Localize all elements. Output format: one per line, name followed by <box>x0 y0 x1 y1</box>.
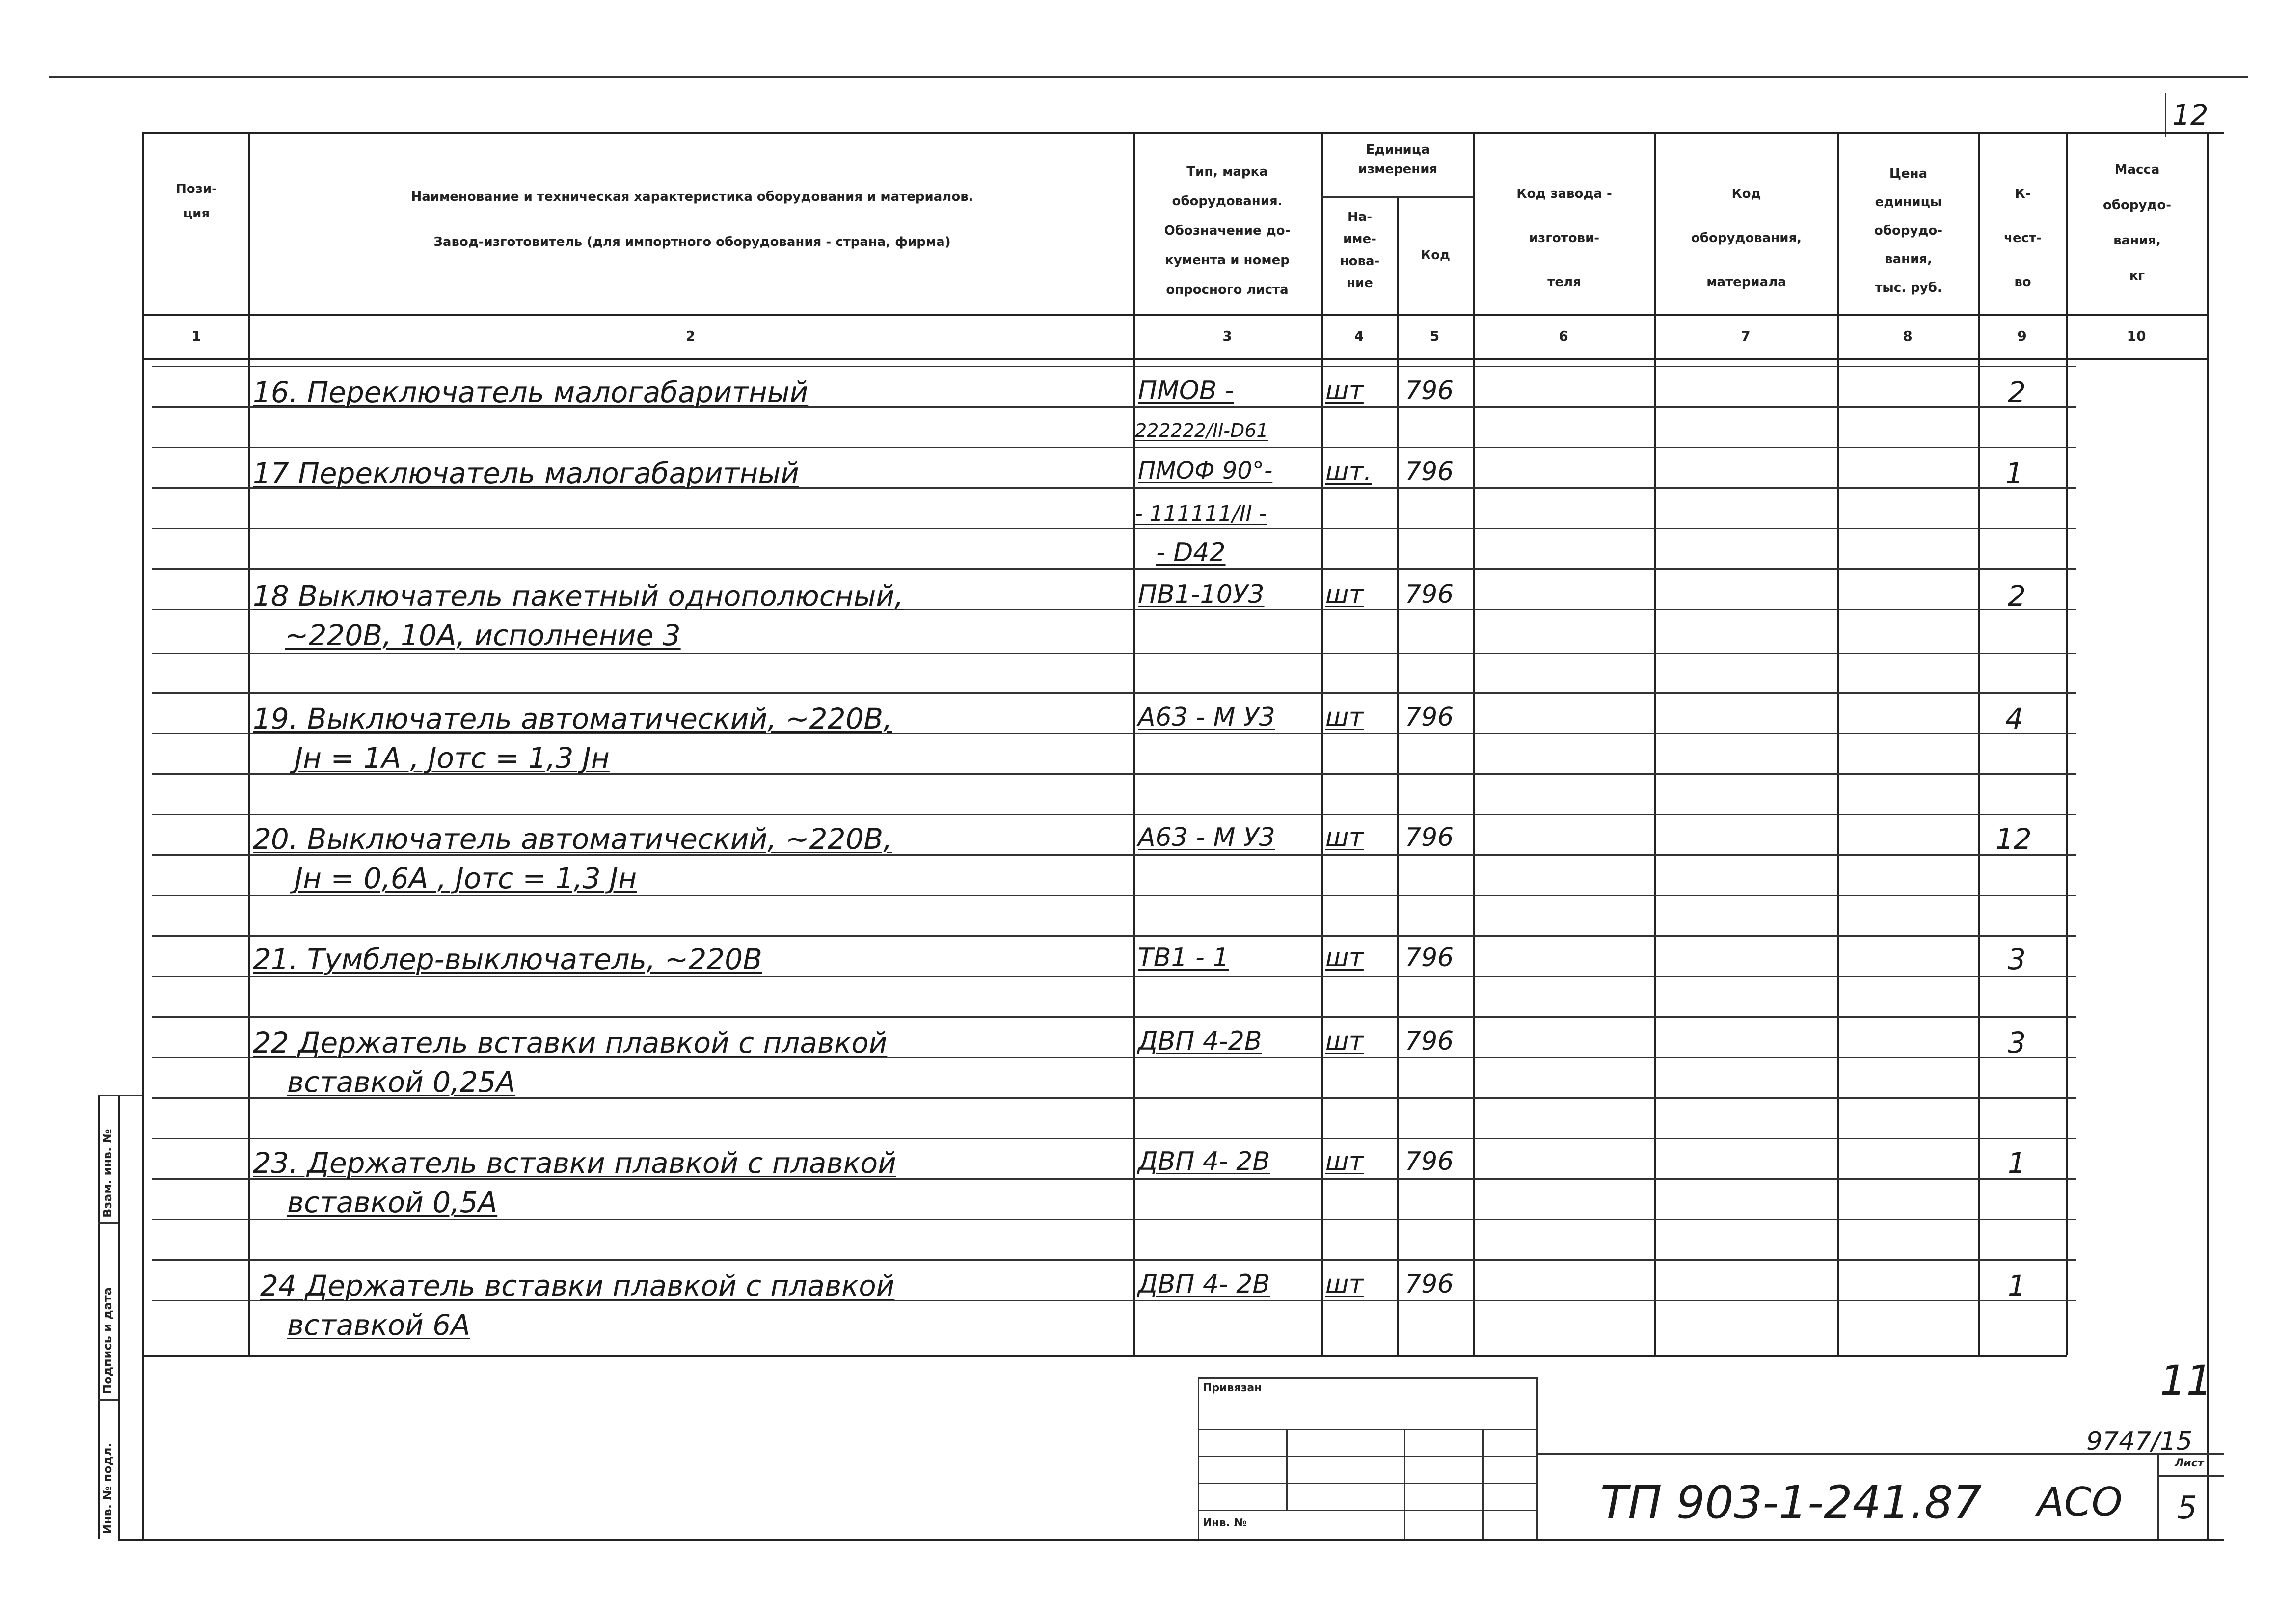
binding-box-col2 <box>1404 1429 1405 1539</box>
colnum-bottom <box>142 358 2209 360</box>
row-line <box>152 692 2076 694</box>
col-line-7 <box>1654 132 1656 1355</box>
item-23-code: 796 <box>1405 1147 1454 1176</box>
privyazan-label: Привязан <box>1203 1382 1262 1394</box>
header-bottom <box>142 314 2209 316</box>
binding-box-line3 <box>1198 1483 1536 1484</box>
header-price: Цена единицы оборудо- вания, тыс. руб. <box>1874 166 1943 295</box>
item-24-unit: шт <box>1325 1270 1364 1299</box>
item-20-name-line2: Jн = 0,6А , Jотс = 1,3 Jн <box>295 862 637 895</box>
row-line <box>152 447 2076 448</box>
column-number: 4 <box>1354 328 1364 344</box>
item-20-qty: 12 <box>1995 822 2032 856</box>
left-stamp-mid <box>118 1095 120 1539</box>
item-17-unit: шт. <box>1325 457 1372 487</box>
row-line <box>152 935 2076 937</box>
row-line <box>152 568 2076 570</box>
item-24-name-line1: 24 Держатель вставки плавкой с плавкой <box>260 1269 895 1302</box>
order-number: 9747/15 <box>2086 1427 2193 1456</box>
header-unit-name: На- име- нова- ние <box>1340 210 1380 291</box>
stamp-divider <box>1536 1453 2157 1455</box>
header-factory-code: Код завода - изготови- теля <box>1516 187 1612 290</box>
left-stamp-div1 <box>98 1222 118 1224</box>
row-line <box>152 1016 2076 1018</box>
binding-box-left <box>1198 1377 1199 1539</box>
inv-no-orig-label: Инв. № подл. <box>101 1443 114 1534</box>
header-position: Пози- ция <box>176 182 217 221</box>
column-number: 8 <box>1903 328 1913 344</box>
item-22-code: 796 <box>1405 1027 1454 1056</box>
item-16-code: 796 <box>1405 376 1454 406</box>
header-equipment-code: Код оборудования, материала <box>1691 187 1802 290</box>
column-number: 2 <box>685 328 696 344</box>
item-21-name: 21. Тумблер-выключатель, ~220В <box>253 943 762 976</box>
binding-box-col1 <box>1286 1429 1288 1510</box>
col-line-8 <box>1837 132 1839 1355</box>
item-17-type-line2: - 111111/II - <box>1135 501 1267 526</box>
page-number: 11 <box>2160 1356 2212 1405</box>
item-21-type: ТВ1 - 1 <box>1138 943 1229 973</box>
binding-box-line1 <box>1198 1429 1536 1430</box>
col-line-10 <box>2066 132 2068 1355</box>
item-19-name-line2: Jн = 1А , Jотс = 1,3 Jн <box>295 741 610 775</box>
item-21-code: 796 <box>1405 943 1454 973</box>
item-17-name: 17 Переключатель малогабаритный <box>253 457 799 490</box>
frame-left <box>142 132 144 1539</box>
header-quantity: К- чест- во <box>2004 187 2042 290</box>
col-line-3 <box>1133 132 1135 1355</box>
item-22-qty: 3 <box>2008 1026 2026 1059</box>
inv-no-label: Инв. № <box>1203 1517 1247 1529</box>
item-18-name-line2: ~220В, 10А, исполнение 3 <box>285 619 681 652</box>
row-line <box>152 895 2076 896</box>
item-20-code: 796 <box>1405 823 1454 852</box>
left-stamp-left <box>98 1095 100 1539</box>
replaced-inv-label: Взам. инв. № <box>101 1129 114 1218</box>
item-20-type: А63 - М У3 <box>1138 823 1275 852</box>
left-stamp-top <box>98 1095 142 1096</box>
item-21-unit: шт <box>1325 943 1364 973</box>
table-bottom <box>142 1355 2067 1357</box>
item-23-type: ДВП 4- 2В <box>1138 1147 1270 1176</box>
item-23-qty: 1 <box>2008 1146 2026 1180</box>
unit-header-divider <box>1321 196 1473 198</box>
item-18-qty: 2 <box>2008 579 2026 613</box>
left-stamp-div2 <box>98 1399 118 1401</box>
frame-top <box>142 132 2224 134</box>
item-24-name-line2: вставкой 6А <box>287 1308 470 1342</box>
row-line <box>152 814 2076 815</box>
sheet-box-left <box>2157 1453 2159 1539</box>
item-24-code: 796 <box>1405 1270 1454 1299</box>
column-number: 7 <box>1741 328 1751 344</box>
col-line-6 <box>1473 132 1475 1355</box>
row-line <box>152 976 2076 977</box>
top-border-line <box>49 76 2248 78</box>
item-19-unit: шт <box>1325 703 1364 732</box>
item-21-qty: 3 <box>2008 943 2026 976</box>
item-18-type: ПВ1-10У3 <box>1138 580 1265 609</box>
col-line-4 <box>1321 132 1323 1355</box>
sheet-label: Лист <box>2175 1457 2204 1469</box>
column-number: 1 <box>191 328 201 344</box>
header-unit: Единица измерения <box>1358 142 1438 177</box>
item-17-type-line1: ПМОФ 90°- <box>1138 457 1273 485</box>
item-22-type: ДВП 4-2В <box>1138 1027 1262 1056</box>
sheet-number: 5 <box>2177 1490 2197 1526</box>
row-line <box>152 653 2076 654</box>
header-unit-code: Код <box>1420 248 1451 263</box>
sheet-box-mid <box>2157 1475 2224 1477</box>
item-23-unit: шт <box>1325 1147 1364 1176</box>
binding-box-right <box>1536 1377 1538 1539</box>
column-number: 6 <box>1559 328 1568 344</box>
item-16-type-line1: ПМОВ - <box>1138 376 1234 406</box>
header-name: Наименование и техническая характеристика оборудования и материалов. Завод-изготовитель (для импортного оборудования - страна, фирма) <box>411 189 973 249</box>
row-line <box>152 1259 2076 1261</box>
col-line-9 <box>1978 132 1980 1355</box>
header-type: Тип, марка оборудования. Обозначение до- кумента и номер опросного листа <box>1164 164 1291 297</box>
row-line <box>152 528 2076 529</box>
item-18-unit: шт <box>1325 580 1364 609</box>
corner-box-left <box>2165 93 2166 137</box>
row-line <box>152 1219 2076 1220</box>
column-number: 10 <box>2127 328 2146 344</box>
section-code: АСО <box>2037 1479 2123 1525</box>
item-19-code: 796 <box>1405 703 1454 732</box>
item-18-code: 796 <box>1405 580 1454 609</box>
row-line <box>152 1138 2076 1139</box>
item-22-name-line1: 22 Держатель вставки плавкой с плавкой <box>253 1026 888 1059</box>
column-number: 9 <box>2017 328 2027 344</box>
binding-box-col3 <box>1482 1429 1484 1539</box>
item-20-name-line1: 20. Выключатель автоматический, ~220В, <box>253 822 892 856</box>
item-24-qty: 1 <box>2008 1269 2026 1302</box>
row-line <box>152 366 2076 367</box>
col-line-5 <box>1397 196 1399 1355</box>
document-designation: ТП 903-1-241.87 <box>1600 1476 1982 1529</box>
item-16-type-line2: 222222/II-D61 <box>1135 420 1268 441</box>
item-19-type: А63 - М У3 <box>1138 703 1275 732</box>
binding-box-line4 <box>1198 1510 1536 1511</box>
binding-box-top <box>1198 1377 1536 1379</box>
item-23-name-line2: вставкой 0,5А <box>287 1186 498 1219</box>
sheet-corner-number: 12 <box>2172 98 2209 132</box>
item-17-code: 796 <box>1405 457 1454 487</box>
frame-bottom <box>118 1539 2224 1541</box>
header-mass: Масса оборудо- вания, кг <box>2102 162 2172 283</box>
item-22-name-line2: вставкой 0,25А <box>287 1065 516 1099</box>
frame-right <box>2207 132 2209 1539</box>
item-23-name-line1: 23. Держатель вставки плавкой с плавкой <box>253 1146 896 1180</box>
item-16-name: 16. Переключатель малогабаритный <box>253 376 809 409</box>
item-16-qty: 2 <box>2008 376 2026 409</box>
signature-date-label: Подпись и дата <box>101 1287 114 1394</box>
item-24-type: ДВП 4- 2В <box>1138 1270 1270 1299</box>
item-22-unit: шт <box>1325 1027 1364 1056</box>
item-19-qty: 4 <box>2005 702 2023 735</box>
item-17-type-line3: - D42 <box>1156 538 1226 568</box>
item-20-unit: шт <box>1325 823 1364 852</box>
item-19-name-line1: 19. Выключатель автоматический, ~220В, <box>253 702 892 735</box>
column-number: 3 <box>1222 328 1232 344</box>
item-16-unit: шт <box>1325 376 1364 406</box>
binding-box-line2 <box>1198 1456 1536 1457</box>
column-number: 5 <box>1429 328 1440 344</box>
item-18-name-line1: 18 Выключатель пакетный однополюсный, <box>253 579 904 613</box>
col-line-2 <box>248 132 250 1355</box>
item-17-qty: 1 <box>2005 457 2023 490</box>
